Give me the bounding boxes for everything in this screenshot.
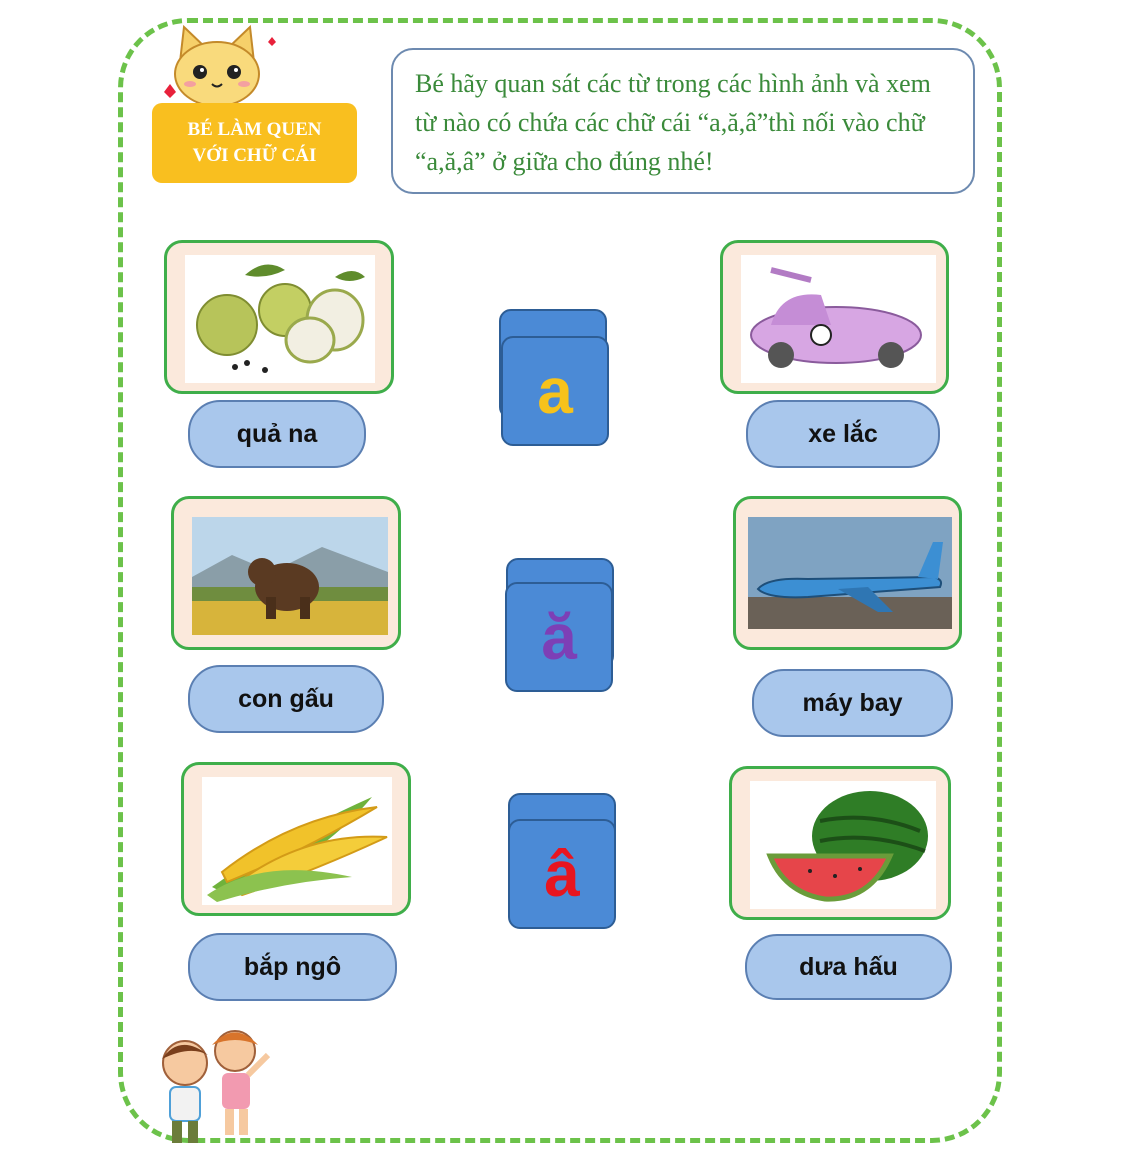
watermelon-card[interactable] bbox=[729, 766, 951, 920]
bear-icon bbox=[192, 517, 388, 635]
airplane-card[interactable] bbox=[733, 496, 962, 650]
title-badge bbox=[152, 103, 357, 183]
airplane-icon bbox=[748, 517, 952, 629]
word-pill-left-2[interactable] bbox=[188, 665, 384, 733]
word-label: quả na bbox=[236, 419, 318, 448]
bear-card[interactable] bbox=[171, 496, 401, 650]
word-label: con gấu bbox=[238, 684, 334, 713]
title-badge-line1: BÉ LÀM QUEN bbox=[187, 119, 322, 140]
letter-a: a bbox=[537, 355, 573, 427]
word-pill-left-1[interactable] bbox=[188, 400, 366, 468]
letter-a-circumflex: â bbox=[544, 838, 580, 910]
title-badge-line2: VỚI CHỮ CÁI bbox=[192, 145, 317, 166]
ride-on-car-icon bbox=[741, 255, 936, 383]
custard-apple-icon bbox=[185, 255, 375, 383]
letter-a-breve: ă bbox=[541, 601, 577, 673]
ride-on-car-card[interactable] bbox=[720, 240, 949, 394]
custard-apple-card[interactable] bbox=[164, 240, 394, 394]
corn-icon bbox=[202, 777, 392, 905]
letter-tile-a[interactable] bbox=[501, 336, 609, 446]
word-pill-right-1[interactable] bbox=[746, 400, 940, 468]
word-label: xe lắc bbox=[808, 419, 878, 448]
watermelon-icon bbox=[750, 781, 936, 909]
corn-card[interactable] bbox=[181, 762, 411, 916]
word-pill-left-3[interactable] bbox=[188, 933, 397, 1001]
cat-mascot-icon bbox=[150, 22, 280, 107]
letter-tile-a-circumflex[interactable] bbox=[508, 819, 616, 929]
instruction-text: Bé hãy quan sát các từ trong các hình ảnh và xem từ nào có chứa các chữ cái “a,ă,â”thì nối vào chữ “a,ă,â” ở giữa cho đúng nhé! bbox=[415, 69, 931, 176]
word-pill-right-3[interactable] bbox=[745, 934, 952, 1000]
word-label: bắp ngô bbox=[243, 952, 342, 981]
letter-tile-a-breve[interactable] bbox=[505, 582, 613, 692]
word-pill-right-2[interactable] bbox=[752, 669, 953, 737]
instruction-box bbox=[391, 48, 975, 194]
word-label: máy bay bbox=[802, 688, 903, 717]
word-label: dưa hấu bbox=[799, 952, 898, 981]
kids-illustration-icon bbox=[140, 1015, 275, 1155]
